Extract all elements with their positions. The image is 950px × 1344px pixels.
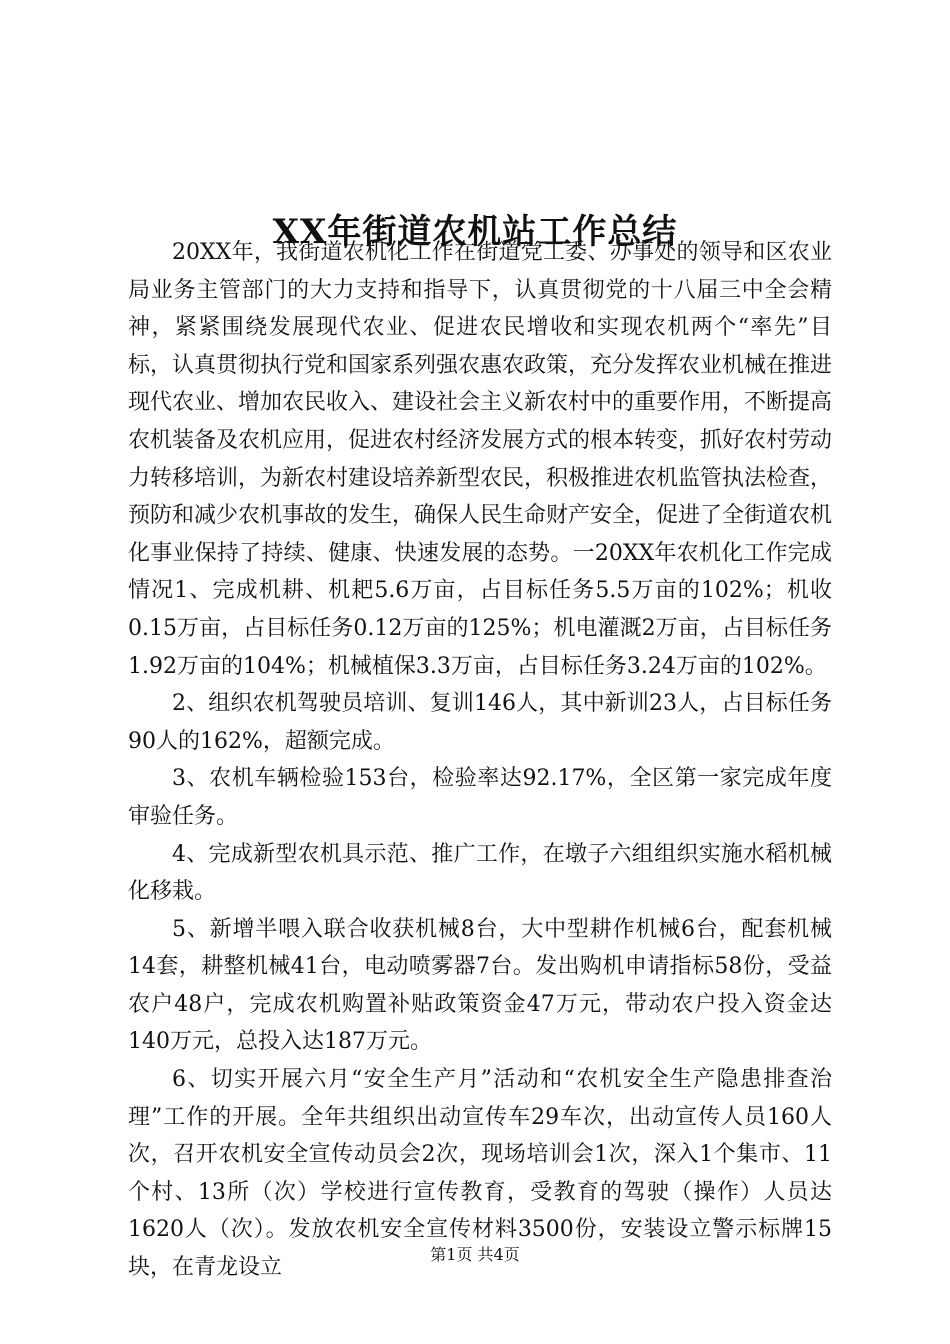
paragraph-2: 2、组织农机驾驶员培训、复训146人，其中新训23人，占目标任务90人的162%，超额完成。 (128, 691, 832, 754)
paragraph-1: 20XX年，我街道农机化工作在街道党工委、办事处的领导和区农业局业务主管部门的大力支持和指导下，认真贯彻党的十八届三中全会精神，紧紧围绕发展现代农业、促进农民增收和实现农机两个“率先”目标，认真贯彻执行党和国家系列强农惠农政策，充分发挥农业机械在推进现代农业、增加农民收入、建设社会主义新农村中的重要作用，不断提高农机装备及农机应用，促进农村经济发展方式的根本转变，抓好农村劳动力转移培训，为新农村建设培养新型农民，积极推进农机监管执法检查，预防和减少农机事故的发生，确保人民生命财产安全，促进了全街道农机化事业保持了持续、健康、快速发展的态势。一20XX年农机化工作完成情况1、完成机耕、机耙5.6万亩，占目标任务5.5万亩的102%；机收0.15万亩，占目标任务0.12万亩的125%；机电灌溉2万亩，占目标任务1.92万亩的104%；机械植保3.3万亩，占目标任务3.24万亩的102%。 (128, 240, 833, 679)
paragraph-5: 5、新增半喂入联合收获机械8台，大中型耕作机械6台，配套机械14套，耕整机械41台，电动喷雾器7台。发出购机申请指标58份，受益农户48户，完成农机购置补贴政策资金47万元，带动农户投入资金达140万元，总投入达187万元。 (128, 916, 832, 1055)
paragraph-3: 3、农机车辆检验153台，检验率达92.17%，全区第一家完成年度审验任务。 (128, 766, 832, 829)
document-body (128, 234, 832, 1287)
document-title: XX年街道农机站工作总结 (272, 211, 678, 252)
page-footer: 第1页 共4页 (430, 1245, 520, 1264)
paragraph-6: 6、切实开展六月“安全生产月”活动和“农机安全生产隐患排查治理”工作的开展。全年共组织出动宣传车29车次，出动宣传人员160人次，召开农机安全宣传动员会2次，现场培训会1次，深入1个集市、11个村、13所（次）学校进行宣传教育，受教育的驾驶（操作）人员达1620人（次）。发放农机安全宣传材料3500份，安装设立警示标牌15块，在青龙设立 (128, 1067, 832, 1281)
paragraph-4: 4、完成新型农机具示范、推广工作，在墩子六组组织实施水稻机械化移栽。 (128, 841, 832, 905)
